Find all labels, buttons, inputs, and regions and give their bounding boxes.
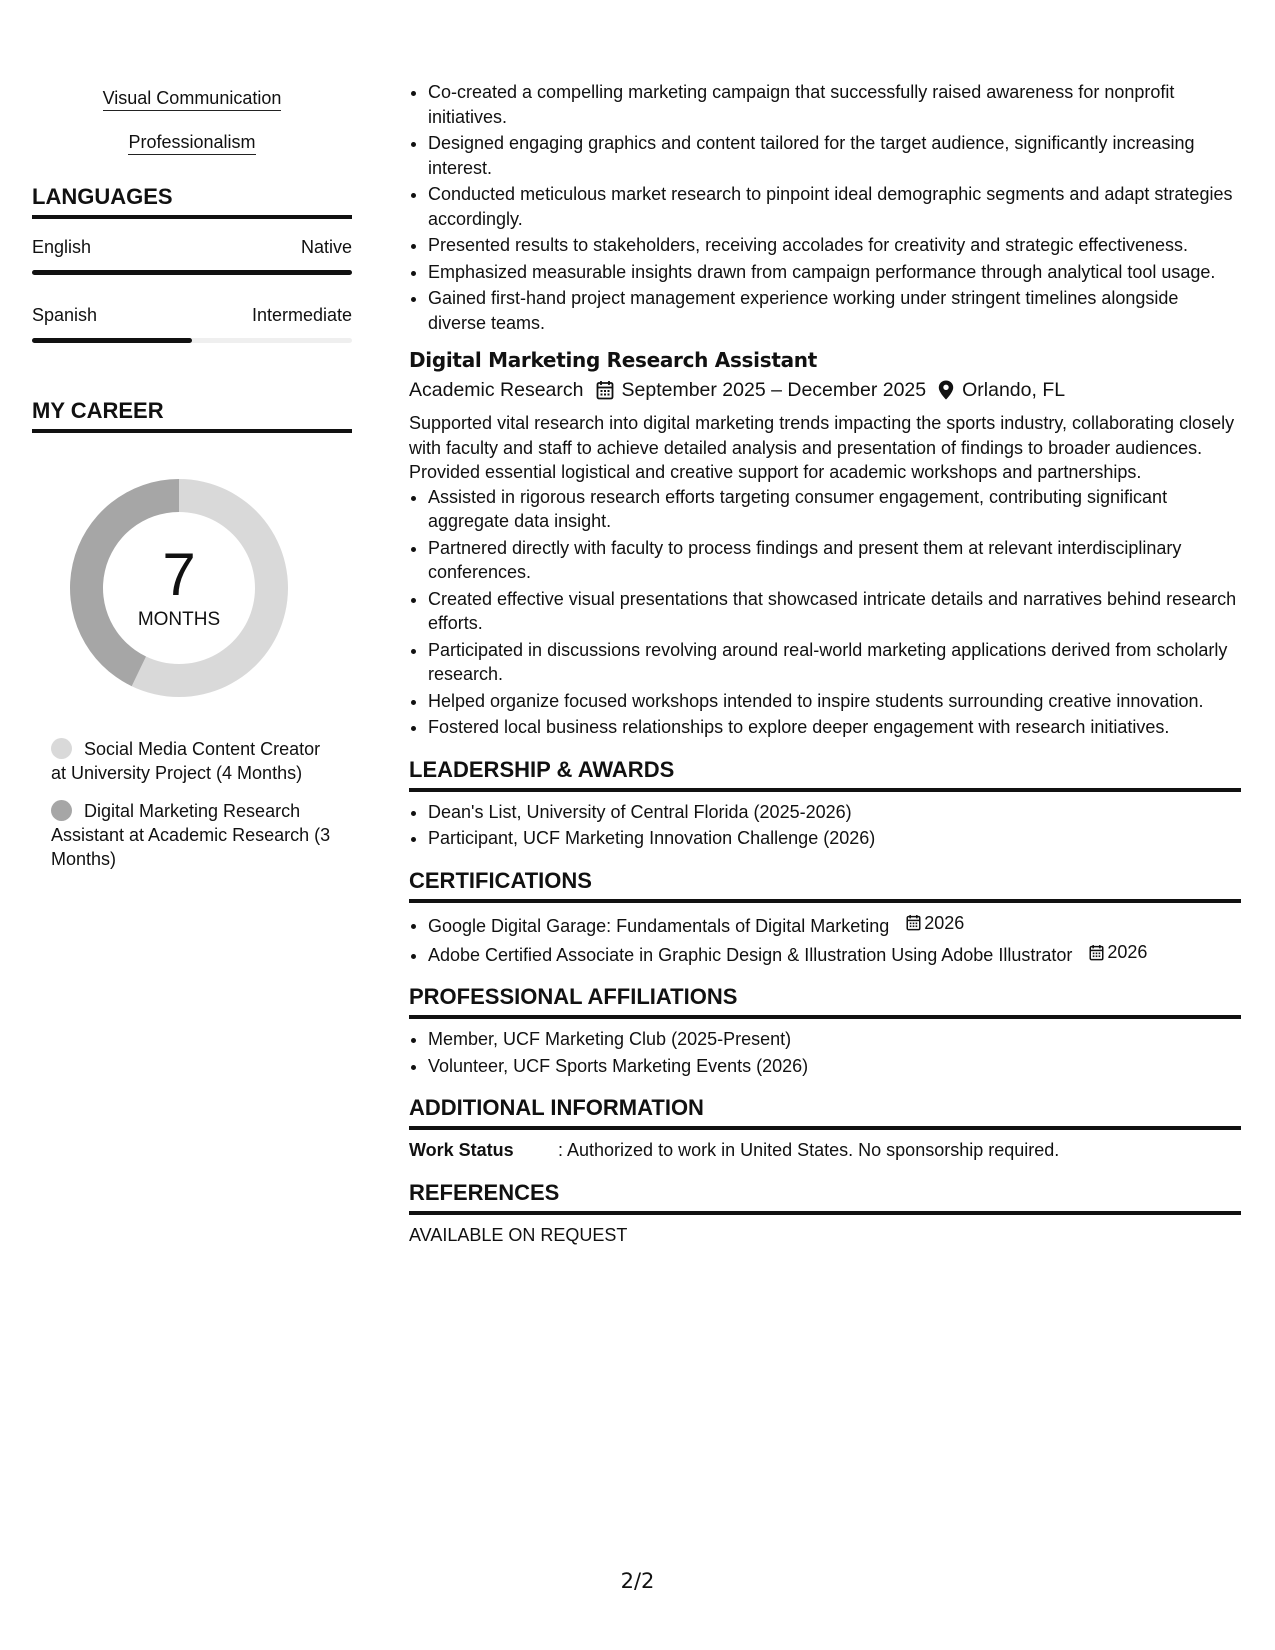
leadership-list xyxy=(409,800,1241,851)
legend-dot-icon xyxy=(51,738,72,759)
affiliations-heading: PROFESSIONAL AFFILIATIONS xyxy=(409,983,1241,1019)
cert-year-text: 2026 xyxy=(1107,941,1148,962)
skill-label: Professionalism xyxy=(128,130,255,155)
language-bar xyxy=(32,338,352,343)
additional-info-heading: ADDITIONAL INFORMATION xyxy=(409,1094,1241,1130)
list-item: • Co-created a compelling marketing campaign that successfully raised awareness for nonprofit initiatives. xyxy=(428,80,1241,129)
donut-center xyxy=(66,475,292,701)
legend-label: Digital Marketing Research Assistant at Academic Research (3 Months) xyxy=(51,801,331,869)
legend-label: Social Media Content Creator at University Project (4 Months) xyxy=(51,739,321,783)
list-item: • Gained first-hand project management experience working under stringent timelines alongside diverse teams. xyxy=(428,286,1241,335)
calendar-icon xyxy=(906,914,921,931)
legend-item xyxy=(51,737,331,785)
career-total-months: 7 xyxy=(162,541,196,608)
list-item: • Designed engaging graphics and content tailored for the target audience, significantly increasing interest. xyxy=(428,131,1241,180)
job-company: Academic Research xyxy=(409,379,584,401)
main-content xyxy=(409,80,1241,1247)
career-section xyxy=(32,397,352,871)
calendar-icon xyxy=(596,380,614,400)
language-item xyxy=(32,303,352,343)
cert-year xyxy=(906,911,964,936)
list-item: • Created effective visual presentations that showcased intricate details and narratives behind research efforts. xyxy=(428,587,1241,636)
job-title: Digital Marketing Research Assistant xyxy=(409,348,817,372)
job-location: Orlando, FL xyxy=(962,379,1066,401)
list-item: • Volunteer, UCF Sports Marketing Events (2026) xyxy=(428,1054,1241,1079)
career-total-unit: MONTHS xyxy=(137,609,221,630)
list-item: • Member, UCF Marketing Club (2025-Present) xyxy=(428,1027,1241,1052)
legend-dot-icon xyxy=(51,800,72,821)
language-level: Native xyxy=(300,237,352,257)
cert-year xyxy=(1089,940,1147,965)
language-bar-fill xyxy=(32,338,192,343)
work-status-label: Work Status xyxy=(409,1140,514,1160)
leadership-heading: LEADERSHIP & AWARDS xyxy=(409,756,1241,792)
sidebar xyxy=(32,86,352,885)
language-item xyxy=(32,235,352,275)
list-item: • Dean's List, University of Central Florida (2025-2026) xyxy=(428,800,1241,825)
languages-section xyxy=(32,183,352,343)
cert-year-text: 2026 xyxy=(924,912,965,933)
list-item xyxy=(428,940,1241,967)
references-text: AVAILABLE ON REQUEST xyxy=(409,1224,628,1245)
legend-item xyxy=(51,799,331,871)
career-donut-chart xyxy=(66,475,292,701)
language-bar xyxy=(32,270,352,275)
list-item: • Participated in discussions revolving around real-world marketing applications derived from scholarly research. xyxy=(428,638,1241,687)
work-status-value: : Authorized to work in United States. No sponsorship required. xyxy=(558,1140,1060,1160)
list-item: • Fostered local business relationships to explore deeper engagement with research initiatives. xyxy=(428,715,1241,740)
work-status-row xyxy=(409,1138,1241,1163)
career-legend xyxy=(51,737,331,871)
language-bar-fill xyxy=(32,270,352,275)
job-dates: September 2025 – December 2025 xyxy=(621,379,927,401)
affiliations-list xyxy=(409,1027,1241,1078)
language-name: English xyxy=(32,237,92,257)
page-number: 2/2 xyxy=(620,1569,655,1593)
cert-name: Google Digital Garage: Fundamentals of Digital Marketing xyxy=(428,915,890,936)
skill-tag xyxy=(32,130,352,155)
calendar-icon xyxy=(1089,944,1104,961)
job-bullets xyxy=(409,485,1241,740)
list-item: • Conducted meticulous market research to pinpoint ideal demographic segments and adapt strategies accordingly. xyxy=(428,182,1241,231)
list-item: • Assisted in rigorous research efforts targeting consumer engagement, contributing significant aggregate data insight. xyxy=(428,485,1241,534)
cert-name: Adobe Certified Associate in Graphic Design & Illustration Using Adobe Illustrator xyxy=(428,944,1073,965)
list-item: • Emphasized measurable insights drawn from campaign performance through analytical tool usage. xyxy=(428,260,1241,285)
list-item: • Partnered directly with faculty to process findings and present them at relevant interdisciplinary conferences. xyxy=(428,536,1241,585)
certifications-list xyxy=(409,911,1241,968)
list-item xyxy=(428,911,1241,938)
language-level: Intermediate xyxy=(251,305,352,325)
career-heading: MY CAREER xyxy=(32,397,352,433)
skill-label: Visual Communication xyxy=(103,86,282,111)
list-item: • Helped organize focused workshops intended to inspire students surrounding creative innovation. xyxy=(428,689,1241,714)
job-meta xyxy=(409,376,1241,404)
skill-tag xyxy=(32,86,352,111)
certifications-heading: CERTIFICATIONS xyxy=(409,867,1241,903)
list-item: • Presented results to stakeholders, receiving accolades for creativity and strategic effectiveness. xyxy=(428,233,1241,258)
job-description: Supported vital research into digital marketing trends impacting the sports industry, collaborating closely with faculty and staff to achieve detailed analysis and presentation of findings to broader audiences. Provided essential logistical and creative support for academic workshops and partnerships. xyxy=(409,413,1235,482)
language-name: Spanish xyxy=(32,305,98,325)
previous-job-bullets xyxy=(409,80,1241,335)
list-item: • Participant, UCF Marketing Innovation Challenge (2026) xyxy=(428,826,1241,851)
map-pin-icon xyxy=(938,380,954,400)
languages-heading: LANGUAGES xyxy=(32,183,352,219)
references-heading: REFERENCES xyxy=(409,1179,1241,1215)
